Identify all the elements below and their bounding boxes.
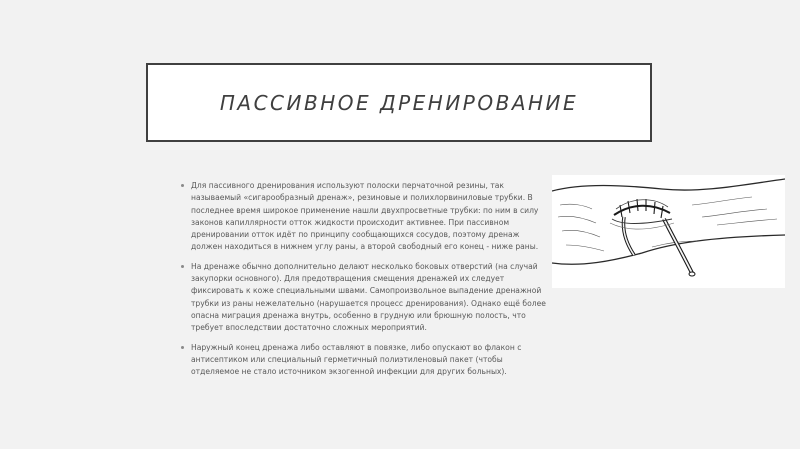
drainage-tube-illustration-icon (552, 175, 785, 288)
title-box (146, 63, 652, 142)
paragraph-text: На дренаже обычно дополнительно делают несколько боковых отверстий (на случай закупорки основного). Для предотвращения смещения дренажей их следует фиксировать к коже специальными швами. Самопроизвольное выпадение дренажной трубки из раны нежелательно (нарушается процесс дренирования). Однако ещё более опасна миграция дренажа внутрь, особенно в грудную или брюшную полость, что требует впоследствии достаточно сложных мероприятий. (191, 261, 546, 333)
bullet-icon (181, 184, 184, 187)
slide-title: ПАССИВНОЕ ДРЕНИРОВАНИЕ (219, 90, 579, 115)
drainage-illustration (552, 175, 785, 288)
bullet-icon (181, 265, 184, 268)
paragraph-1 (191, 180, 551, 254)
paragraph-2 (191, 261, 551, 335)
paragraph-3 (191, 342, 551, 379)
body-text (191, 180, 551, 385)
paragraph-text: Для пассивного дренирования используют полоски перчаточной резины, так называемый «сигарообразный дренаж», резиновые и полихлорвиниловые трубки. В последнее время широкое применение нашли двухпросветные трубки: по ним в силу законов капиллярности отток жидкости происходит активнее. При пассивном дренировании отток идёт по принципу сообщающихся сосудов, поэтому дренаж должен находиться в нижнем углу раны, а второй свободный его конец - ниже раны. (191, 181, 539, 252)
paragraph-text: Наружный конец дренажа либо оставляют в повязке, либо опускают во флакон с антисептиком или специальный герметичный полиэтиленовый пакет (чтобы отделяемое не стало источником экзогенной инфекции для других больных). (191, 342, 522, 377)
bullet-icon (181, 346, 184, 349)
